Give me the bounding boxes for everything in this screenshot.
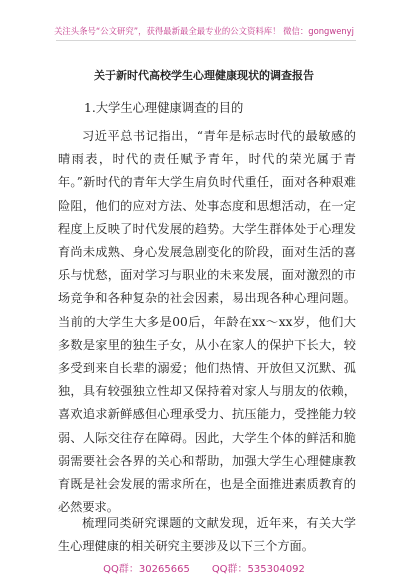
header-banner: 关注头条号“公文研究”，获得最新最全最专业的公文资料库！ 微信：gongwenyj	[54, 26, 354, 36]
footer-qq-group-2: QQ群：535304092	[211, 564, 305, 575]
section-heading: 1.大学生心理健康调查的目的	[84, 101, 244, 115]
body-paragraph-1: 习近平总书记指出，“青年是标志时代的最敏感的晴雨表，时代的责任赋予青年，时代的荣光属于青年。”新时代的青年大学生肩负时代重任，面对各种艰难险阻，他们的应对方法、处事态度和思想活动，在一定程度上反映了时代发展的趋势。大学生群体处于心理发育尚未成熟、身心发展急剧变化的阶段，面对生活的喜乐与忧愁，面对学习与职业的未来发展，面对激烈的市场竞争和各种复杂的社会因素，易出现各种心理问题。当前的大学生大多是00后，年龄在xx～xx岁，他们大多数是家里的独生子女，从小在家人的保护下长大，较多受到来自长辈的溺爱；他们热情、开放但又沉默、孤独，具有较强独立性却又保持着对家人与朋友的依赖，喜欢追求新鲜感但心理承受力、抗压能力，受挫能力较弱、人际交往存在障碍。因此，大学生个体的鲜活和脆弱需要社会各界的关心和帮助，加强大学生心理健康教育既是社会发展的需求所在，也是全面推进素质教育的必然要求。	[58, 129, 356, 515]
body-paragraph-2: 梳理同类研究课题的文献发现，近年来，有关大学生心理健康的相关研究主要涉及以下三个方面。	[58, 516, 356, 554]
document-title: 关于新时代高校学生心理健康现状的调查报告	[94, 69, 314, 82]
header-divider	[56, 40, 356, 41]
footer-contact	[0, 560, 408, 575]
footer-qq-group-1: QQ群：30265665	[103, 564, 190, 575]
